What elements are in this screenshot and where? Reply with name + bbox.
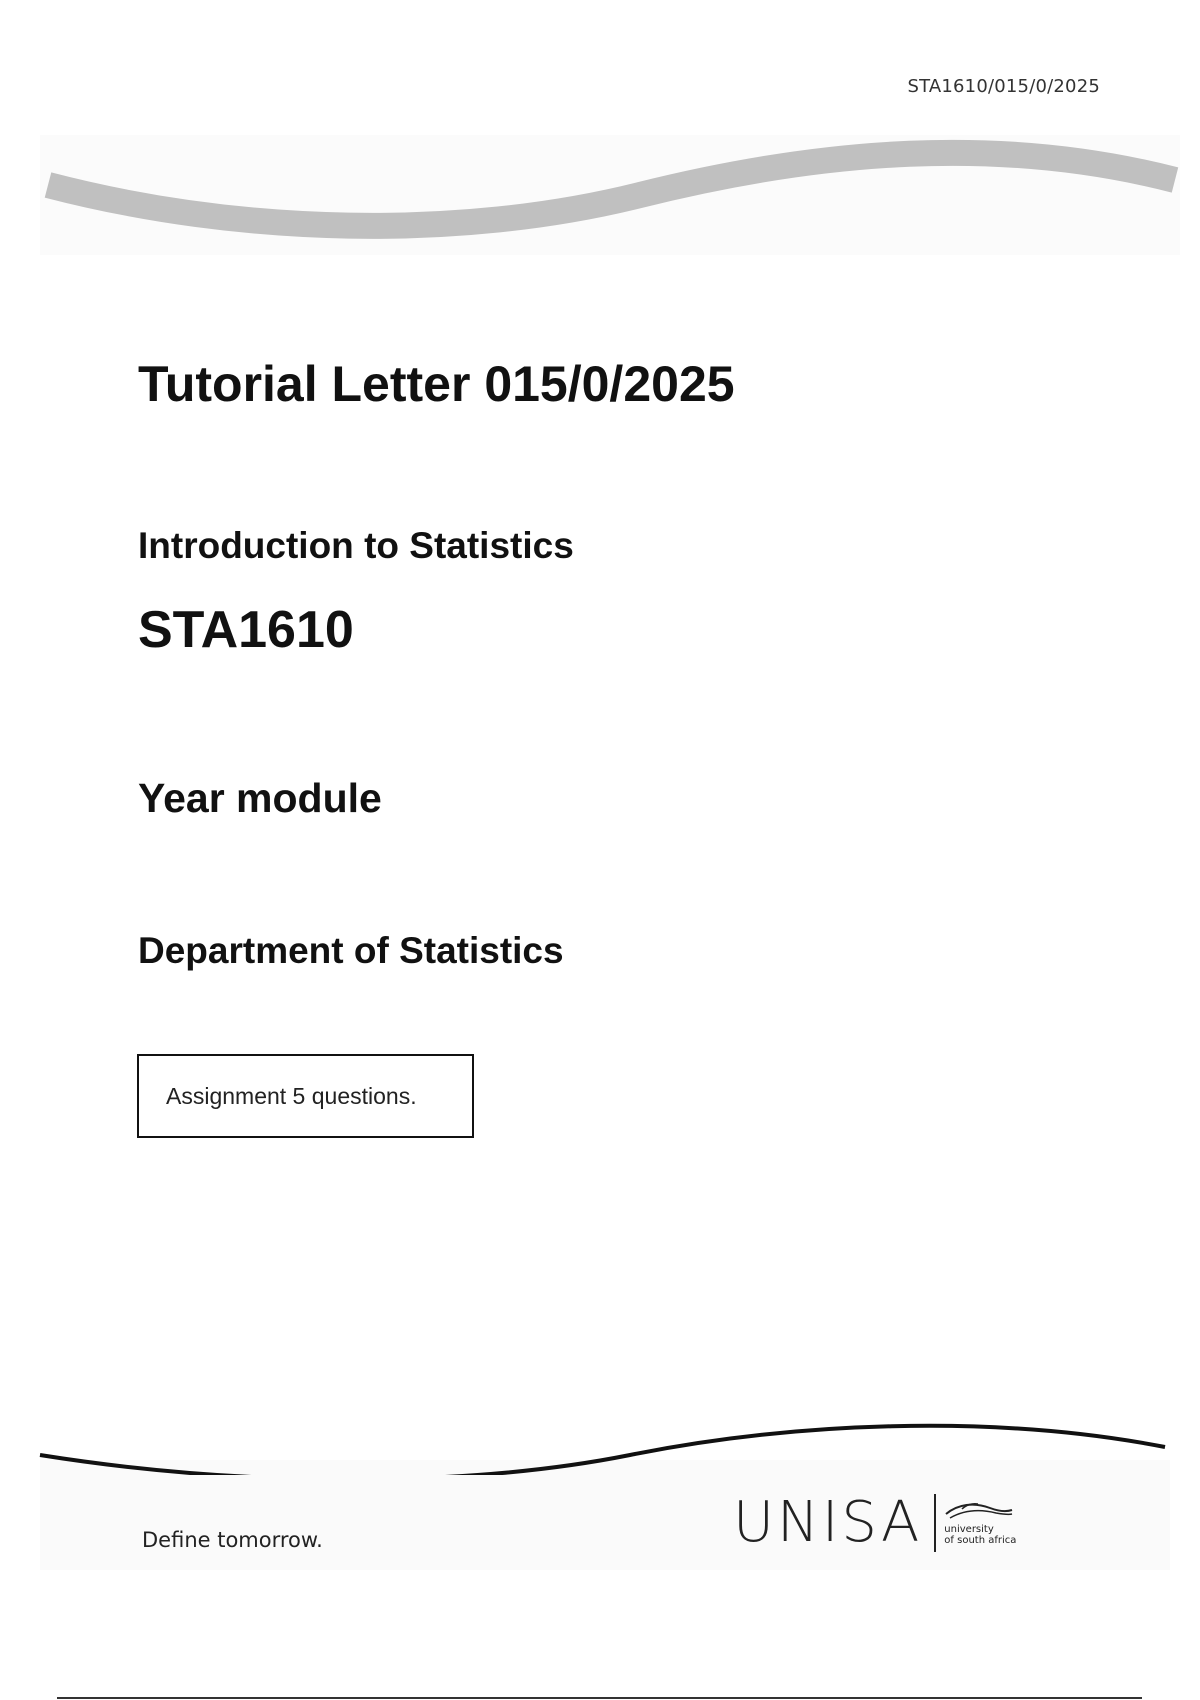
- decorative-footer-wave: [30, 1415, 1170, 1475]
- page-title: Tutorial Letter 015/0/2025: [138, 356, 735, 412]
- module-name: Introduction to Statistics: [138, 525, 574, 566]
- logo-right: [944, 1500, 1016, 1546]
- logo-subtext-line2: of south africa: [944, 1535, 1017, 1546]
- footer-tagline: Define tomorrow.: [142, 1528, 323, 1552]
- assignment-note-box: [137, 1054, 474, 1138]
- bird-emblem-icon: [944, 1500, 1014, 1524]
- unisa-logo: [733, 1488, 1016, 1558]
- assignment-note-text: Assignment 5 questions.: [166, 1082, 417, 1109]
- logo-subtext-line1: university: [944, 1524, 994, 1535]
- department-name: Department of Statistics: [138, 930, 564, 971]
- document-reference: STA1610/015/0/2025: [907, 76, 1100, 97]
- bottom-rule: [57, 1697, 1142, 1699]
- decorative-top-wave: [40, 135, 1180, 255]
- logo-wordmark: UNISA: [733, 1490, 923, 1555]
- logo-divider: [934, 1494, 936, 1552]
- module-code: STA1610: [138, 601, 354, 659]
- module-type: Year module: [138, 775, 382, 821]
